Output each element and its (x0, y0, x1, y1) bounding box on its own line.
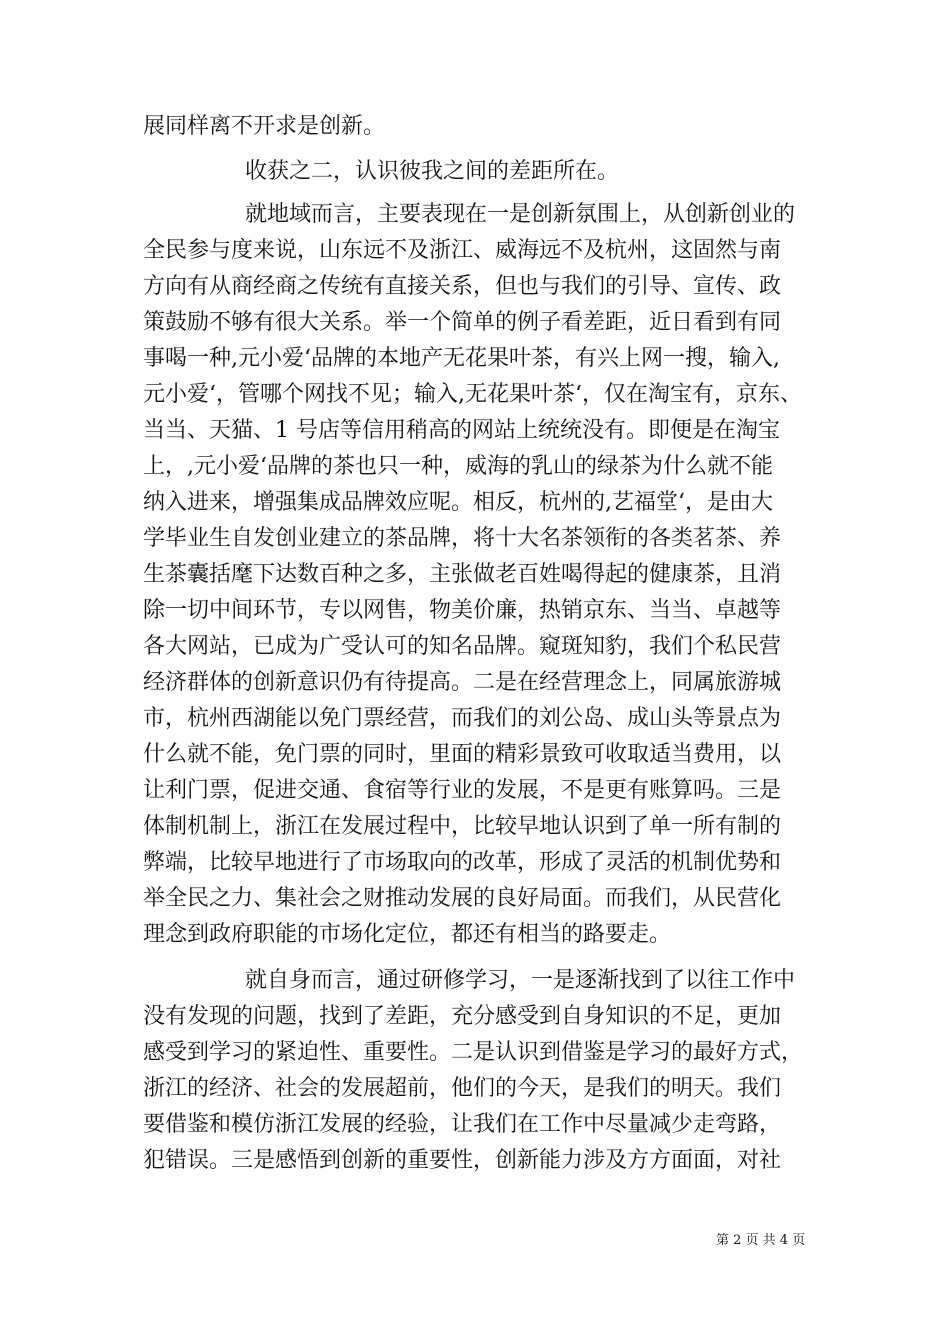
paragraph-line: 没有发现的问题，找到了差距，充分感受到自身知识的不足，更加 (143, 1004, 782, 1029)
paragraph-line: 生茶囊括麾下达数百种之多，主张做老百姓喝得起的健康茶，且消 (143, 562, 782, 587)
paragraph-line: 就地域而言，主要表现在一是创新氛围上，从创新创业的 (245, 202, 796, 227)
paragraph-line: 理念到政府职能的市场化定位，都还有相当的路要走。 (143, 922, 672, 947)
paragraph-line: 犯错误。三是感悟到创新的重要性，创新能力涉及方方面面，对社 (143, 1148, 782, 1173)
paragraph-line: 纳入进来，增强集成品牌效应呢。相反，杭州的,艺福堂‘，是由大 (143, 490, 773, 515)
paragraph-line: 全民参与度来说，山东远不及浙江、威海远不及杭州，这固然与南 (143, 238, 782, 263)
paragraph-line: 要借鉴和模仿浙江发展的经验，让我们在工作中尽量减少走弯路， (143, 1112, 782, 1137)
page-number-footer: 第 2 页 共 4 页 (716, 1233, 806, 1248)
paragraph-line: 举全民之力、集社会之财推动发展的良好局面。而我们，从民营化 (143, 886, 782, 911)
paragraph-line: 什么就不能，免门票的同时，里面的精彩景致可收取适当费用，以 (143, 742, 782, 767)
paragraph-line: 让利门票，促进交通、食宿等行业的发展，不是更有账算吗。三是 (143, 778, 782, 803)
paragraph-line: 体制机制上，浙江在发展过程中，比较早地认识到了单一所有制的 (143, 814, 782, 839)
paragraph-line: 就自身而言，通过研修学习，一是逐渐找到了以往工作中 (245, 968, 796, 993)
paragraph-line: 当当、天猫、1 号店等信用稍高的网站上统统没有。即便是在淘宝 (143, 418, 780, 443)
paragraph-line: 展同样离不开求是创新。 (143, 114, 386, 139)
paragraph-line: 策鼓励不够有很大关系。举一个简单的例子看差距，近日看到有同 (143, 310, 782, 335)
paragraph-line: 弊端，比较早地进行了市场取向的改革，形成了灵活的机制优势和 (143, 850, 782, 875)
paragraph-line: 学毕业生自发创业建立的茶品牌，将十大名茶领衔的各类茗茶、养 (143, 526, 782, 551)
paragraph-line: 收获之二，认识彼我之间的差距所在。 (245, 159, 620, 184)
paragraph-line: 市，杭州西湖能以免门票经营，而我们的刘公岛、成山头等景点为 (143, 706, 782, 731)
paragraph-line: 浙江的经济、社会的发展超前，他们的今天，是我们的明天。我们 (143, 1076, 782, 1101)
paragraph-line: 上，,元小爱‘品牌的茶也只一种，威海的乳山的绿茶为什么就不能 (143, 454, 773, 479)
paragraph-line: 元小爱‘，管哪个网找不见；输入,无花果叶茶‘，仅在淘宝有，京东、 (143, 382, 802, 407)
paragraph-line: 经济群体的创新意识仍有待提高。二是在经营理念上，同属旅游城 (143, 670, 782, 695)
paragraph-line: 除一切中间环节，专以网售，物美价廉，热销京东、当当、卓越等 (143, 598, 782, 623)
paragraph-line: 事喝一种,元小爱‘品牌的本地产无花果叶茶，有兴上网一搜，输入, (143, 346, 780, 371)
paragraph-line: 各大网站，已成为广受认可的知名品牌。窥斑知豹，我们个私民营 (143, 634, 782, 659)
paragraph-line: 感受到学习的紧迫性、重要性。二是认识到借鉴是学习的最好方式， (143, 1040, 804, 1065)
paragraph-line: 方向有从商经商之传统有直接关系，但也与我们的引导、宣传、政 (143, 274, 782, 299)
